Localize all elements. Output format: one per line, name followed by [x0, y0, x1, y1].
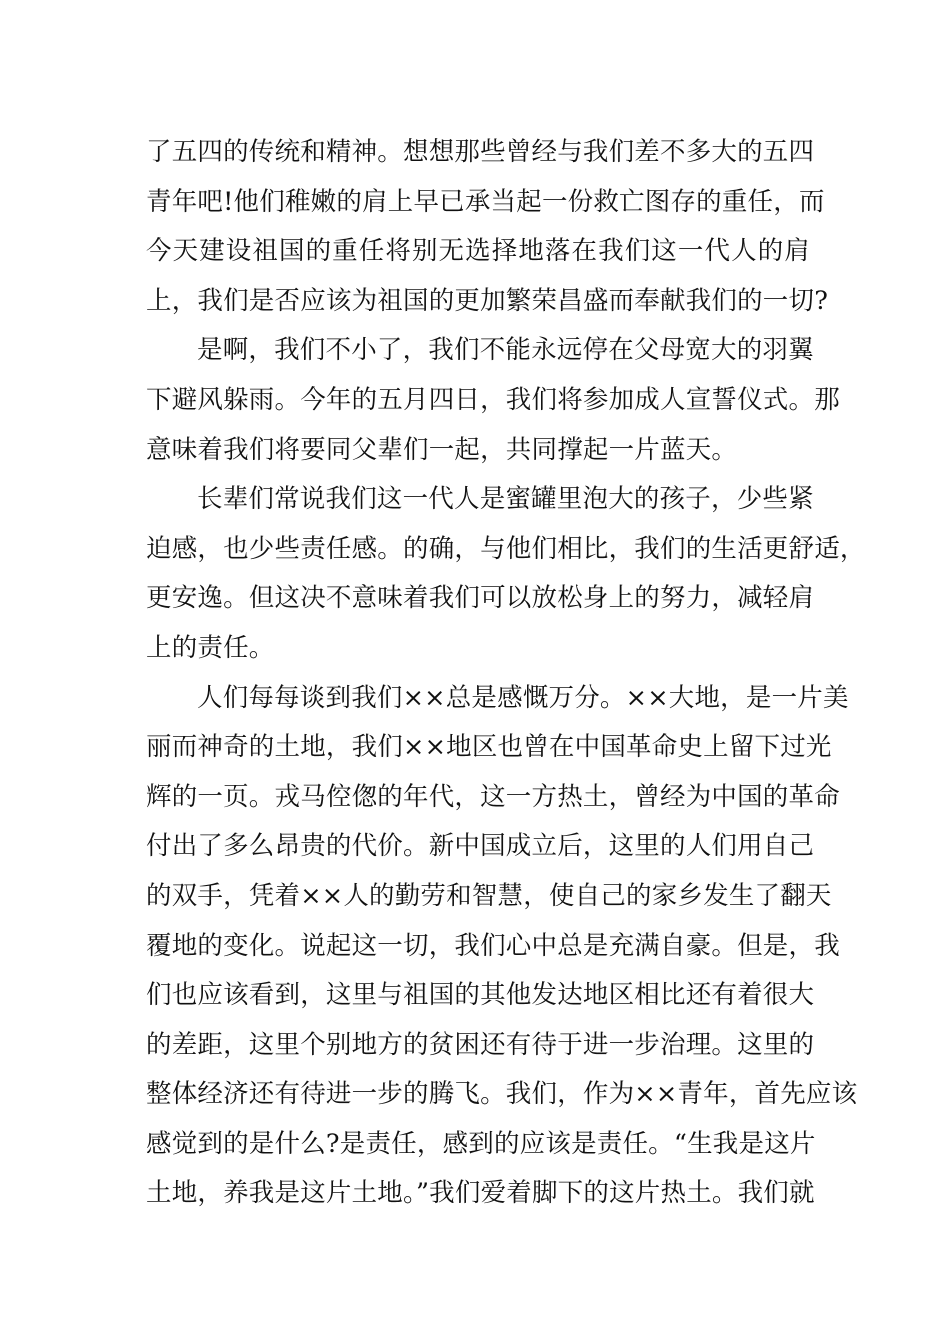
text-line: 青年吧!他们稚嫩的肩上早已承当起一份救亡图存的重任，而: [146, 186, 825, 217]
paragraph: [146, 128, 829, 326]
document-page: [146, 128, 866, 1219]
text-line: 更安逸。但这决不意味着我们可以放松身上的努力，减轻肩: [146, 583, 815, 614]
text-line: 的双手，凭着××人的勤劳和智慧，使自己的家乡发生了翻天: [146, 880, 832, 911]
text-line: 覆地的变化。说起这一切，我们心中总是充满自豪。但是，我: [146, 930, 840, 961]
text-line: 辉的一页。戎马倥偬的年代，这一方热土，曾经为中国的革命: [146, 781, 840, 812]
text-line: 人们每每谈到我们××总是感慨万分。××大地，是一片美: [197, 682, 849, 713]
text-line: 们也应该看到，这里与祖国的其他发达地区相比还有着很大: [146, 980, 815, 1011]
text-line: 下避风躲雨。今年的五月四日，我们将参加成人宣誓仪式。那: [146, 384, 840, 415]
text-line: 丽而神奇的土地，我们××地区也曾在中国革命史上留下过光: [146, 732, 832, 763]
text-line: 上的责任。: [146, 632, 275, 663]
text-line: 今天建设祖国的重任将别无选择地落在我们这一代人的肩: [146, 236, 810, 267]
text-line: 土地，养我是这片土地。”我们爱着脚下的这片热土。我们就: [146, 1178, 815, 1209]
paragraph: [146, 674, 858, 1220]
text-line: 整体经济还有待进一步的腾飞。我们，作为××青年，首先应该: [146, 1079, 858, 1110]
text-line: 的差距，这里个别地方的贫困还有待于进一步治理。这里的: [146, 1029, 815, 1060]
paragraph: [146, 475, 866, 673]
text-line: 迫感，也少些责任感。的确，与他们相比，我们的生活更舒适，: [146, 533, 866, 564]
paragraph: [146, 326, 840, 475]
text-line: 付出了多么昂贵的代价。新中国成立后，这里的人们用自己: [146, 831, 815, 862]
text-line: 意味着我们将要同父辈们一起，共同撑起一片蓝天。: [146, 434, 738, 465]
text-line: 长辈们常说我们这一代人是蜜罐里泡大的孩子，少些紧: [197, 484, 814, 515]
text-line: 上，我们是否应该为祖国的更加繁荣昌盛而奉献我们的一切?: [146, 285, 829, 316]
text-line: 了五四的传统和精神。想想那些曾经与我们差不多大的五四: [146, 137, 815, 167]
text-line: 感觉到的是什么?是责任，感到的应该是责任。“生我是这片: [146, 1128, 816, 1159]
text-line: 是啊，我们不小了，我们不能永远停在父母宽大的羽翼: [197, 335, 814, 366]
